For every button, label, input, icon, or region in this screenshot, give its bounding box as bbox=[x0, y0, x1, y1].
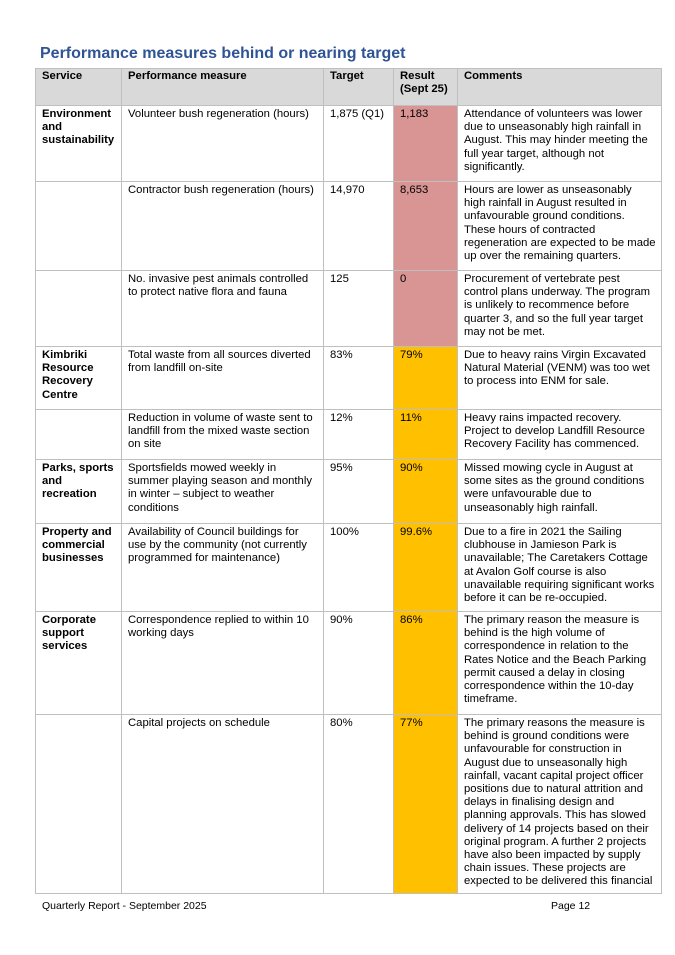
target-cell: 80% bbox=[324, 715, 394, 894]
comment-cell: Missed mowing cycle in August at some sites as the ground conditions were unfavourable due to unseasonably high rainfall. bbox=[458, 460, 662, 524]
service-cell bbox=[36, 182, 122, 271]
comment-cell: Attendance of volunteers was lower due to unseasonably high rainfall in August. This may hinder meeting the full year target, although not significantly. bbox=[458, 106, 662, 182]
target-cell: 1,875 (Q1) bbox=[324, 106, 394, 182]
table-row bbox=[36, 271, 662, 347]
table-header-row bbox=[36, 69, 662, 106]
measure-cell: Correspondence replied to within 10 working days bbox=[122, 612, 324, 715]
target-cell: 12% bbox=[324, 410, 394, 460]
measure-cell: Volunteer bush regeneration (hours) bbox=[122, 106, 324, 182]
table-row bbox=[36, 410, 662, 460]
measure-cell: No. invasive pest animals controlled to protect native flora and fauna bbox=[122, 271, 324, 347]
comment-cell: Due to a fire in 2021 the Sailing clubhouse in Jamieson Park is unavailable; The Caretakers Cottage at Avalon Golf course is also unavailable requiring significant works before it can be re-occupied. bbox=[458, 524, 662, 612]
measure-cell: Contractor bush regeneration (hours) bbox=[122, 182, 324, 271]
target-cell: 90% bbox=[324, 612, 394, 715]
target-cell: 83% bbox=[324, 347, 394, 410]
service-cell: Environment and sustainability bbox=[36, 106, 122, 182]
result-cell: 86% bbox=[394, 612, 458, 715]
result-cell: 77% bbox=[394, 715, 458, 894]
comment-cell: Heavy rains impacted recovery. Project to develop Landfill Resource Recovery Facility has commenced. bbox=[458, 410, 662, 460]
target-cell: 95% bbox=[324, 460, 394, 524]
header-target: Target bbox=[324, 69, 394, 106]
result-cell: 1,183 bbox=[394, 106, 458, 182]
result-cell: 11% bbox=[394, 410, 458, 460]
table-row bbox=[36, 612, 662, 715]
performance-table bbox=[35, 68, 662, 894]
target-cell: 14,970 bbox=[324, 182, 394, 271]
header-service: Service bbox=[36, 69, 122, 106]
result-cell: 90% bbox=[394, 460, 458, 524]
service-cell: Parks, sports and recreation bbox=[36, 460, 122, 524]
service-cell bbox=[36, 715, 122, 894]
footer-page-number: Page 12 bbox=[551, 900, 591, 912]
target-cell: 100% bbox=[324, 524, 394, 612]
service-cell: Corporate support services bbox=[36, 612, 122, 715]
measure-cell: Sportsfields mowed weekly in summer playing season and monthly in winter – subject to weather conditions bbox=[122, 460, 324, 524]
table-row bbox=[36, 106, 662, 182]
comment-cell: The primary reason the measure is behind is the high volume of correspondence in relation to the Rates Notice and the Beach Parking permit caused a delay in closing correspondence within the 10-day timeframe. bbox=[458, 612, 662, 715]
measure-cell: Total waste from all sources diverted from landfill on-site bbox=[122, 347, 324, 410]
comment-cell: Hours are lower as unseasonably high rainfall in August resulted in unfavourable ground conditions. These hours of contracted regeneration are expected to be made up over the remaining quarters. bbox=[458, 182, 662, 271]
result-cell: 79% bbox=[394, 347, 458, 410]
comment-cell: The primary reasons the measure is behind is ground conditions were unfavourable for construction in August due to unseasonally high rainfall, vacant capital project officer positions due to natural attrition and delays in finalising design and planning approvals. This has slowed delivery of 14 projects based on their original program. A further 2 projects have also been impacted by supply chain issues. These projects are expected to be delivered this financial bbox=[458, 715, 662, 894]
result-cell: 99.6% bbox=[394, 524, 458, 612]
measure-cell: Reduction in volume of waste sent to landfill from the mixed waste section on site bbox=[122, 410, 324, 460]
header-result: Result (Sept 25) bbox=[394, 69, 458, 106]
service-cell: Kimbriki Resource Recovery Centre bbox=[36, 347, 122, 410]
service-cell bbox=[36, 410, 122, 460]
table-row bbox=[36, 182, 662, 271]
service-cell bbox=[36, 271, 122, 347]
comment-cell: Due to heavy rains Virgin Excavated Natural Material (VENM) was too wet to process into ENM for sale. bbox=[458, 347, 662, 410]
table-row bbox=[36, 715, 662, 894]
section-title: Performance measures behind or nearing target bbox=[40, 45, 406, 62]
target-cell: 125 bbox=[324, 271, 394, 347]
table-row bbox=[36, 460, 662, 524]
footer-report-title: Quarterly Report - September 2025 bbox=[42, 900, 207, 912]
table-row bbox=[36, 524, 662, 612]
service-cell: Property and commercial businesses bbox=[36, 524, 122, 612]
header-comments: Comments bbox=[458, 69, 662, 106]
result-cell: 8,653 bbox=[394, 182, 458, 271]
table-row bbox=[36, 347, 662, 410]
header-measure: Performance measure bbox=[122, 69, 324, 106]
result-cell: 0 bbox=[394, 271, 458, 347]
measure-cell: Availability of Council buildings for use by the community (not currently programmed for maintenance) bbox=[122, 524, 324, 612]
measure-cell: Capital projects on schedule bbox=[122, 715, 324, 894]
comment-cell: Procurement of vertebrate pest control plans underway. The program is unlikely to recommence before quarter 3, and so the full year target may not be met. bbox=[458, 271, 662, 347]
